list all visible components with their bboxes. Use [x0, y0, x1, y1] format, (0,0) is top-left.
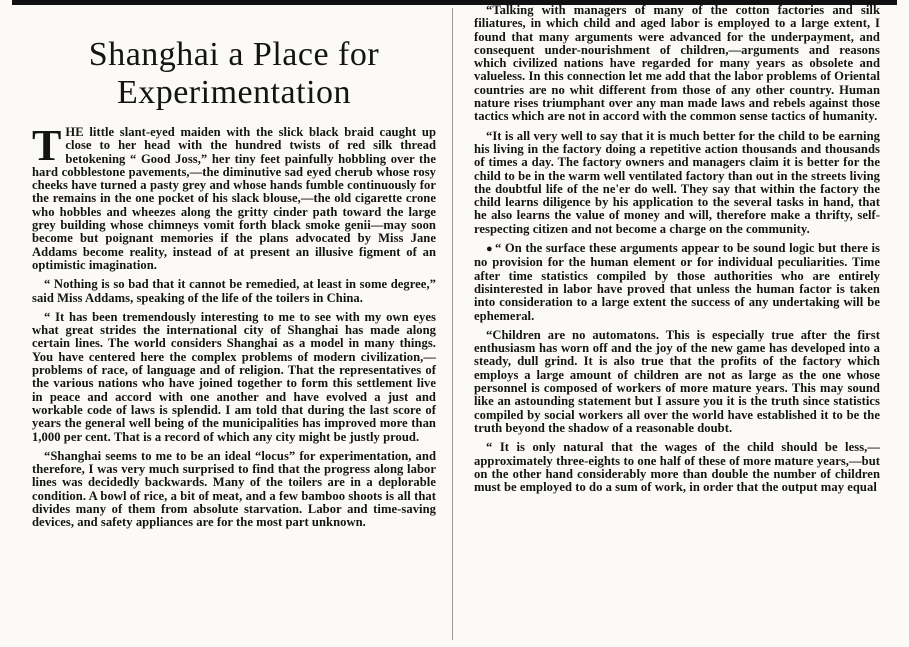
column-divider [452, 8, 453, 640]
headline [32, 36, 436, 112]
drop-cap: T [32, 121, 62, 170]
paragraph: “Shanghai seems to me to be an ideal “locus” for experimentation, and therefore, I was very much surprised to find that the progress along labor lines was decidedly backwards. Many of the toilers are in a deplorable condition. A bowl of rice, a bit of meat, and a few bamboo shoots is all that divides many of them from absolute starvation. Labor and time-saving devices, and safety appliances are for the most part unknown. [32, 448, 436, 530]
lead-paragraph [32, 121, 436, 272]
bullet-dot: ● [486, 243, 494, 256]
paragraph: “It is all very well to say that it is much better for the child to be earning his living in the factory doing a repetitive action thousands and thousands of times a day. The factory owners and managers claim it is better for the child to be in the warm well ventilated factory than out in the streets living the doubtful life of the ne'er do well. They say that within the factory the child learns diligence by his application to the several tasks in hand, that he also learns the value of money and will, therefore make a thrifty, self-respecting citizen and not become a charge on the community. [474, 128, 880, 236]
paragraph: “Talking with managers of many of the cotton factories and silk filiatures, in which child and aged labor is employed to a large extent, I found that many arguments were advanced for the underpayment, and consequent under-nourishment of children,—arguments and reasons which civilized nations have regarded for many years as obsolete and valueless. In this connection let me add that the labor problems of Oriental countries are no whit different from those of any other country. Human nature rises triumphant over any man made laws and rebels against those tactics which are not in accord with the common sense tactics of humanity. [474, 3, 880, 124]
headline-line-1: Shanghai a Place for [88, 36, 380, 73]
left-column [32, 36, 436, 536]
right-column [474, 4, 880, 500]
lead-text: HE little slant-eyed maiden with the slick black braid caught up close to her head with the hundred twists of red silk thread betokening “ Good Joss,” her tiny feet painfully hobbling over the hard cobblestone pavements,—the diminutive sad eyed cherub whose rosy cheeks have turned a pasty grey and whose hands fumble continuously for the remains in the one pocket of his slack blouse,—the old cigarette crone who hobbles and wheezes along the gritty cinder path toward the large grey building whose chimneys vomit forth black smoke genii—may soon become but poignant memories if the plans advocated by Miss Jane Addams become reality, instead of at present an illusive figment of an optimistic imagination. [32, 125, 436, 272]
paragraph: “ It is only natural that the wages of the child should be less,—approximately three-eights to one half of these of more mature years,—but on the other hand considerably more than double the number of children must be employed to do a sum of work, in order that the output may equal [474, 440, 880, 495]
paragraph [474, 242, 880, 323]
paragraph: “ Nothing is so bad that it cannot be remedied, at least in some degree,” said Miss Addams, speaking of the life of the toilers in China. [32, 277, 436, 305]
paragraph: “Children are no automatons. This is especially true after the first enthusiasm has worn off and the joy of the new game has developed into a steady, dull grind. It is also true that the profits of the factory which employs a large amount of children are not as large as the one whose personnel is composed of workers of more mature years. This may sound like an astounding statement but I assure you it is the truth since statistics compiled by social workers all over the world have established it to be the truth beyond the shadow of a reasonable doubt. [474, 327, 880, 435]
paragraph: “ It has been tremendously interesting to me to see with my own eyes what great strides the international city of Shanghai has made along certain lines. The world considers Shanghai as a model in many things. You have centered here the complex problems of modern civilization,—problems of race, of language and of religion. That the representatives of the various nations who have joined together to form this settlement live in peace and accord with one another and have evolved a just and workable code of laws is splendid. I am told that during the last score of years the general well being of the municipalities has improved more than 1,000 per cent. That is a record of which any city might be justly proud. [32, 309, 436, 444]
headline-line-2: Experimentation [116, 74, 352, 111]
paragraph-text: “ On the surface these arguments appear to be sound logic but there is no provision for the human element or for individual peculiarities. Time after time statistics compiled by those authorities who are entirely disinterested in labor have proved that unless the human factor is taken into consideration to a large extent the success of any undertaking will be ephemeral. [474, 241, 880, 323]
